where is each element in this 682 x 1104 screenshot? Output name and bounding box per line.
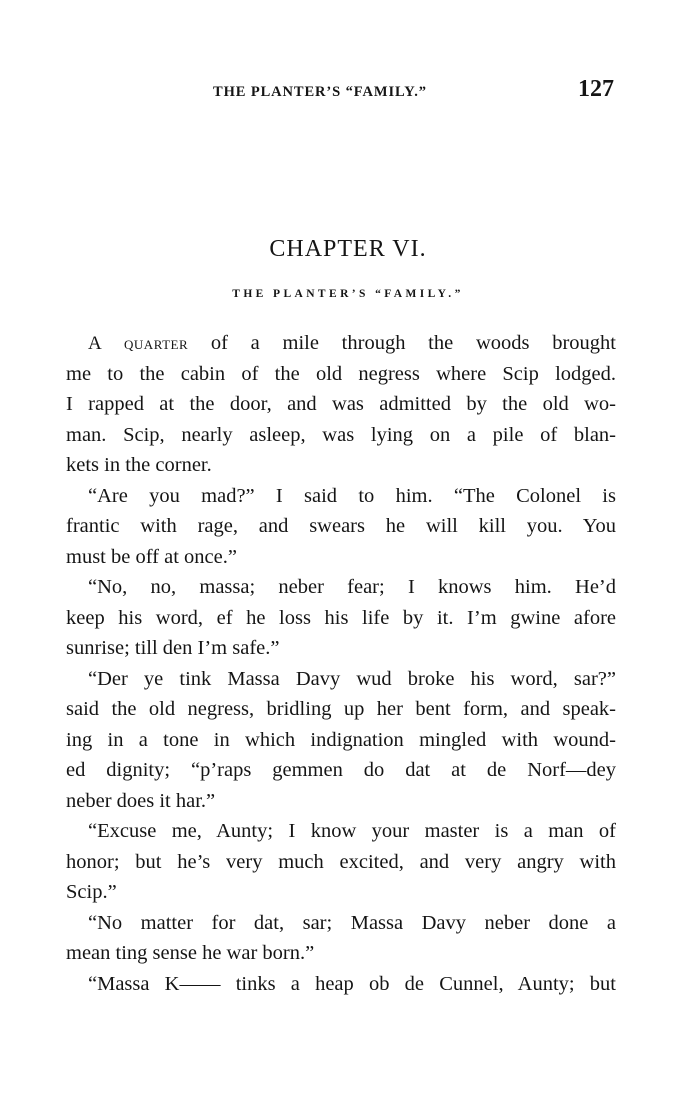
text-line: honor; but he’s very much excited, and very angry with xyxy=(66,850,616,873)
text-line: “No matter for dat, sar; Massa Davy neber done a xyxy=(88,911,616,934)
text-line: Scip.” xyxy=(66,881,117,903)
text-line: “Massa K—— tinks a heap ob de Cunnel, Aunty; but xyxy=(88,972,616,995)
body-text xyxy=(66,328,616,999)
text-line: “Der ye tink Massa Davy wud broke his word, sar?” xyxy=(88,667,616,690)
text-line: man. Scip, nearly asleep, was lying on a pile of blan- xyxy=(66,423,616,446)
text-line xyxy=(66,328,616,359)
text-line: said the old negress, bridling up her bent form, and speak- xyxy=(66,698,616,720)
text-line: “Excuse me, Aunty; I know your master is a man of xyxy=(88,820,616,842)
text-line: frantic with rage, and swears he will kill you. You xyxy=(66,515,616,537)
text-line: mean ting sense he war born.” xyxy=(66,942,315,964)
text-line: must be off at once.” xyxy=(66,545,237,568)
text-line: keep his word, ef he loss his life by it. I’m gwine afore xyxy=(66,606,616,629)
text-line: sunrise; till den I’m safe.” xyxy=(66,637,280,659)
text-line: kets in the corner. xyxy=(66,454,212,476)
chapter-title: CHAPTER VI. xyxy=(269,236,427,262)
text-line: “No, no, massa; neber fear; I knows him. He’d xyxy=(88,576,616,598)
text-line: ed dignity; “p’raps gemmen do dat at de Norf—dey xyxy=(66,759,616,781)
opening-smallcaps: A quarter xyxy=(88,333,189,354)
text-line: I rapped at the door, and was admitted by the old wo- xyxy=(66,393,616,415)
line-text: of a mile through the woods brought xyxy=(188,332,616,354)
running-head: THE PLANTER’S “FAMILY.” xyxy=(213,84,427,100)
text-line: me to the cabin of the old negress where Scip lodged. xyxy=(66,362,616,385)
text-line: ing in a tone in which indignation mingled with wound- xyxy=(66,728,616,751)
chapter-subtitle: THE PLANTER’S “FAMILY.” xyxy=(232,288,464,300)
text-line: neber does it har.” xyxy=(66,789,216,812)
page-number: 127 xyxy=(578,76,614,102)
text-line: “Are you mad?” I said to him. “The Colonel is xyxy=(88,484,616,507)
